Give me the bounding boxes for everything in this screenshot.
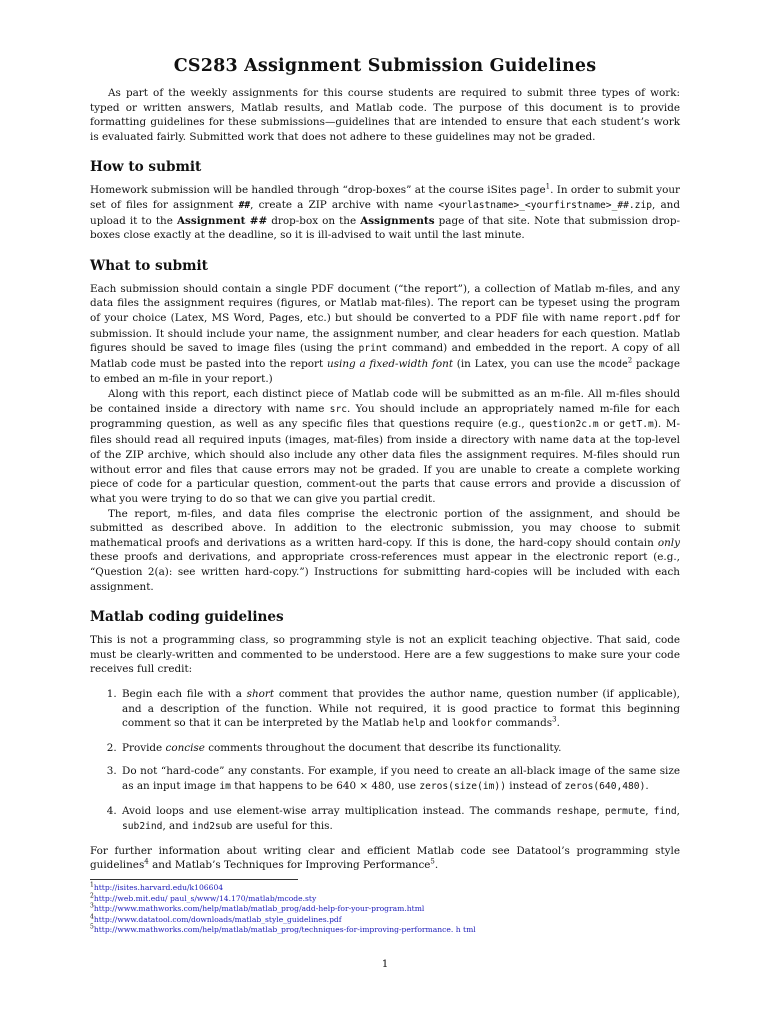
code-span: sub2ind <box>122 821 163 833</box>
footnote-link[interactable]: http://www.mathworks.com/help/matlab/matlab_prog/add-help-for-your-program.html <box>93 904 425 914</box>
matlab-intro-paragraph: This is not a programming class, so programming style is not an explicit teaching objective. That said, code must be clearly-written and commented to be understood. Here are a few suggestions to make sure your code receives full credit: <box>90 634 680 676</box>
footnote-ref[interactable]: 5 <box>430 857 435 866</box>
code-span: report.pdf <box>602 312 661 324</box>
footnote-link[interactable]: http://isites.harvard.edu/k106604 <box>93 882 224 892</box>
footnote-4[interactable]: $^4$http://www.datatool.com/downloads/matlab_style_guidelines.pdf <box>90 913 342 924</box>
what-paragraph-1: Each submission should contain a single PDF document (“the report”), a collection of Matlab m-files, and any data files the assignment requires (figures, or Matlab mat-files). The report can be typeset using the program of your choice (Latex, MS Word, Pages, etc.) but should be converted to a PDF file with name report.pdf for submission. It should include your name, the assignment number, and clear headers for each question. Matlab figures should be saved to image files (using the print command) and embedded in the report. A copy of all Matlab code must be pasted into the report using a fixed-width font (in Latex, you can use the mcode$^2$ package to embed an m-file in your report.) <box>90 282 680 386</box>
footnote-ref[interactable]: 1 <box>545 182 551 191</box>
section-heading-matlab: Matlab coding guidelines <box>90 609 284 626</box>
section-heading-what: What to submit <box>90 257 208 274</box>
code-span: src <box>329 403 347 415</box>
code-span: help <box>402 718 426 730</box>
code-span: ind2sub <box>191 821 233 833</box>
footnote-2[interactable]: $^2$http://web.mit.edu/ paul_s/www/14.170/matlab/mcode.sty <box>90 892 317 903</box>
footnote-ref[interactable]: 3 <box>552 715 557 724</box>
code-span: print <box>358 343 388 355</box>
list-item: 3. Do not “hard-code” any constants. For example, if you need to create an all-black image of the same size as an input image im that happens to be 640 × 480, use zeros(size(im)) instead of zeros(640,480). <box>120 764 680 794</box>
list-item: 4. Avoid loops and use element-wise array multiplication instead. The commands reshape, permute, find, sub2ind, and ind2sub are useful for this. <box>120 804 680 835</box>
code-span: permute <box>604 805 646 817</box>
how-paragraph: Homework submission will be handled through “drop-boxes” at the course iSites page$^1$. In order to submit your set of files for assignment ##, create a ZIP archive with name <yourlastname>_<yourfirstname>_##.zip, and upload it to the Assignment ## drop-box on the Assignments page of that site. Note that submission drop-boxes close exactly at the deadline, so it is ill-advised to wait until the last minute. <box>90 182 680 242</box>
document-page <box>90 56 680 936</box>
section-heading-how: How to submit <box>90 159 202 176</box>
matlab-outro-paragraph: For further information about writing clear and efficient Matlab code see Datatool’s programming style guidelines$^4$ and Matlab’s Techniques for Improving Performance$^5$. <box>90 844 680 872</box>
code-span: im <box>219 780 231 792</box>
footnote-link[interactable]: http://www.datatool.com/downloads/matlab_style_guidelines.pdf <box>93 914 342 924</box>
what-paragraph-3: The report, m-files, and data files comprise the electronic portion of the assignment, and should be submitted as described above. In addition to the electronic submission, you may choose to submit mathematical proofs and derivations as a written hard-copy. If this is done, the hard-copy should contain only these proofs and derivations, and appropriate cross-references must appear in the electronic report (e.g., “Question 2(a): see written hard-copy.”) Instructions for submitting hard-copies will be included with each assignment. <box>90 507 680 593</box>
page-title: CS283 Assignment Submission Guidelines <box>173 56 597 76</box>
list-item: 1. Begin each file with a short comment that provides the author name, question number (if applicable), and a description of the function. While not required, it is good practice to format this beginning comment so that it can be interpreted by the Matlab help and lookfor commands$^3$. <box>120 687 680 732</box>
footnote-ref[interactable]: 2 <box>627 356 633 365</box>
code-span: mcode <box>598 358 628 370</box>
footnote-divider <box>90 879 298 880</box>
code-span: data <box>572 434 596 446</box>
code-span: find <box>653 805 677 817</box>
footnote-3[interactable]: $^3$http://www.mathworks.com/help/matlab/matlab_prog/add-help-for-your-program.html <box>90 902 425 914</box>
footnote-1[interactable]: $^1$http://isites.harvard.edu/k106604 <box>90 881 224 892</box>
what-paragraph-2: Along with this report, each distinct piece of Matlab code will be submitted as an m-file. All m-files should be contained inside a directory with name src. You should include an appropriately named m-file for each programming question, as well as any specific files that questions require (e.g., question2c.m or getT.m). M-files should read all required inputs (images, mat-files) from inside a directory with name data at the top-level of the ZIP archive, which should also include any other data files the assignment requires. M-files should run without error and files that cause errors may not be graded. If you are unable to create a complete working piece of code for a particular question, comment-out the parts that cause errors and provide a discussion of what you were trying to do so that we can give you partial credit. <box>90 387 680 506</box>
footnote-link[interactable]: http://www.mathworks.com/help/matlab/matlab_prog/techniques-for-improving-performance. h tml <box>93 925 476 935</box>
list-item: 2. Provide concise comments throughout the document that describe its functionality. <box>120 741 680 756</box>
footnote-5[interactable]: $^5$http://www.mathworks.com/help/matlab/matlab_prog/techniques-for-improving-performance. h tml <box>90 923 476 935</box>
footnote-ref[interactable]: 4 <box>144 857 149 866</box>
code-span: <yourlastname>_<yourfirstname>_##.zip <box>438 199 653 211</box>
code-span: zeros(640,480) <box>564 780 646 792</box>
guidelines-list <box>90 687 680 835</box>
code-span: lookfor <box>451 718 493 730</box>
intro-paragraph: As part of the weekly assignments for this course students are required to submit three types of work: typed or written answers, Matlab results, and Matlab code. The purpose of this document is to provide formatting guidelines for these submissions—guidelines that are intended to ensure that each student’s work is evaluated fairly. Submitted work that does not adhere to these guidelines may not be graded. <box>90 87 680 143</box>
code-span: getT.m <box>619 419 654 431</box>
code-span: ## <box>238 199 251 211</box>
code-span: reshape <box>556 805 597 817</box>
page-number: 1 <box>381 958 389 970</box>
footnote-link[interactable]: http://web.mit.edu/ paul_s/www/14.170/matlab/mcode.sty <box>93 893 317 903</box>
code-span: question2c.m <box>529 419 599 431</box>
code-span: zeros(size(im)) <box>419 780 506 792</box>
